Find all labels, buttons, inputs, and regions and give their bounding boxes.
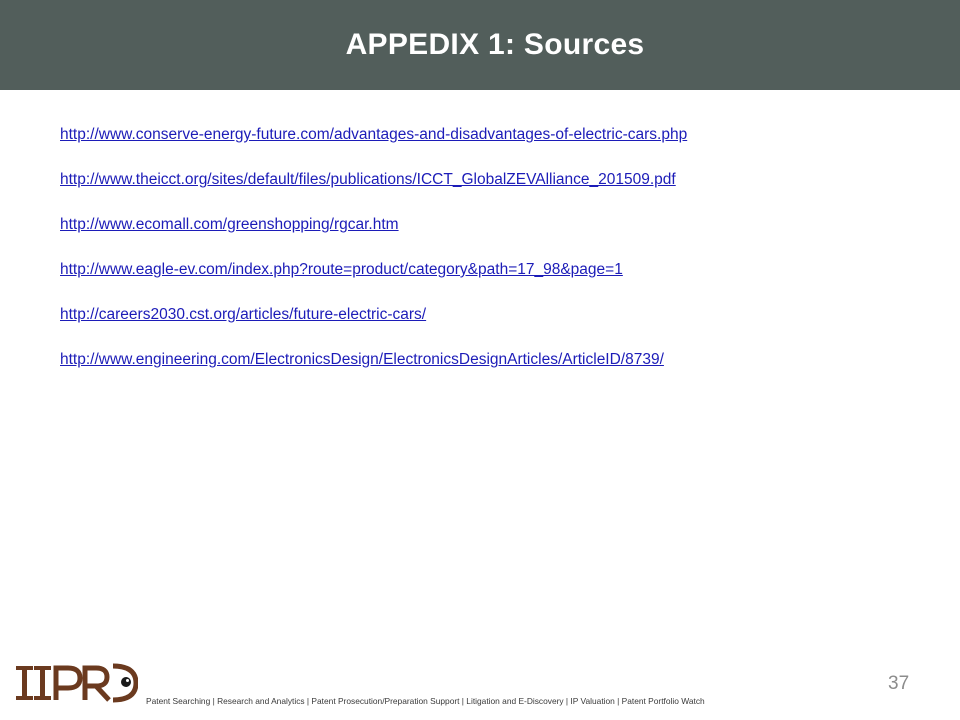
page-number: 37 — [888, 673, 910, 694]
source-link[interactable]: http://www.theicct.org/sites/default/files/publications/ICCT_GlobalZEVAlliance_201509.pdf — [60, 171, 676, 188]
source-link[interactable]: http://www.engineering.com/ElectronicsDesign/ElectronicsDesignArticles/ArticleID/8739/ — [60, 351, 664, 368]
sources-list — [60, 125, 940, 395]
iiprd-logo — [14, 660, 138, 706]
slide-title: APPEDIX 1: Sources — [345, 28, 645, 61]
footer-services: Patent Searching | Research and Analytics | Patent Prosecution/Preparation Support | Litigation and E-Discovery | IP Valuation | Patent Portfolio Watch — [146, 696, 705, 706]
source-link[interactable]: http://careers2030.cst.org/articles/future-electric-cars/ — [60, 306, 427, 323]
source-link[interactable]: http://www.ecomall.com/greenshopping/rgcar.htm — [60, 216, 399, 233]
title-bar — [0, 0, 960, 90]
source-link[interactable]: http://www.conserve-energy-future.com/advantages-and-disadvantages-of-electric-cars.php — [60, 126, 688, 143]
source-link[interactable]: http://www.eagle-ev.com/index.php?route=product/category&path=17_98&page=1 — [60, 261, 623, 278]
